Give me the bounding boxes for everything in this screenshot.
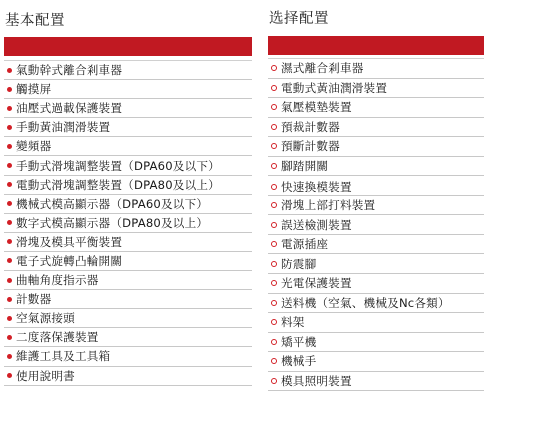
optional-config-header-bar <box>268 36 484 55</box>
basic-config-item <box>4 271 252 290</box>
bullet-dot-icon <box>7 373 12 378</box>
bullet-circle-icon <box>271 378 277 384</box>
bullet-dot-icon <box>7 297 12 302</box>
optional-config-item <box>268 196 484 216</box>
bullet-circle-icon <box>271 300 277 306</box>
basic-config-header-bar <box>4 37 252 56</box>
optional-config-item <box>268 59 484 79</box>
bullet-dot-icon <box>7 163 12 168</box>
optional-config-item-label: 快速換模裝置 <box>281 180 352 195</box>
optional-config-item <box>268 176 484 196</box>
basic-config-item-label: 變頻器 <box>16 139 52 154</box>
basic-config-item-label: 氣動幹式離合剎車器 <box>16 63 123 78</box>
basic-config-item <box>4 61 252 80</box>
optional-config-item <box>268 98 484 118</box>
optional-config-item <box>268 313 484 333</box>
basic-config-item <box>4 195 252 214</box>
basic-config-item-label: 曲軸角度指示器 <box>16 273 99 288</box>
bullet-circle-icon <box>271 65 277 71</box>
basic-config-item-label: 維護工具及工具箱 <box>16 349 111 364</box>
bullet-dot-icon <box>7 354 12 359</box>
bullet-circle-icon <box>271 124 277 130</box>
basic-config-item <box>4 118 252 137</box>
optional-config-item <box>268 352 484 372</box>
basic-config-item <box>4 80 252 99</box>
optional-config-list <box>268 58 484 391</box>
basic-config-item-label: 空氣源接頭 <box>16 311 75 326</box>
basic-config-item-label: 二度落保護裝置 <box>16 330 99 345</box>
basic-config-item-label: 使用說明書 <box>16 368 75 383</box>
optional-config-item-label: 機械手 <box>281 354 317 369</box>
optional-config-item-label: 送料機（空氣、機械及Nc各類） <box>281 295 450 310</box>
optional-config-item <box>268 274 484 294</box>
bullet-dot-icon <box>7 182 12 187</box>
basic-config-item <box>4 99 252 118</box>
optional-config-item <box>268 333 484 353</box>
basic-config-item-label: 觸摸屏 <box>16 82 52 97</box>
optional-config-item-label: 防震腳 <box>281 256 317 271</box>
basic-config-list <box>4 60 252 386</box>
optional-config-item <box>268 215 484 235</box>
bullet-circle-icon <box>271 339 277 345</box>
bullet-circle-icon <box>271 261 277 267</box>
optional-config-item <box>268 235 484 255</box>
optional-config-item-label: 料架 <box>281 315 305 330</box>
optional-config-item-label: 電動式黃油潤滑裝置 <box>281 80 388 95</box>
optional-config-item-label: 腳踏開關 <box>281 159 329 173</box>
basic-config-item-label: 滑塊及模具平衡裝置 <box>16 234 123 249</box>
optional-config-item-label: 預裁計數器 <box>281 119 340 134</box>
optional-config-item <box>268 254 484 274</box>
basic-config-item-label: 電子式旋轉凸輪開關 <box>16 253 123 268</box>
optional-config-item-label: 矯平機 <box>281 334 317 349</box>
basic-config-item <box>4 214 252 233</box>
bullet-dot-icon <box>7 316 12 321</box>
bullet-dot-icon <box>7 258 12 263</box>
optional-config-item-label: 電源插座 <box>281 237 329 252</box>
bullet-dot-icon <box>7 125 12 130</box>
bullet-dot-icon <box>7 144 12 149</box>
bullet-circle-icon <box>271 202 277 208</box>
optional-config-item-label: 氣壓模墊裝置 <box>281 100 352 115</box>
basic-config-title: 基本配置 <box>5 13 65 29</box>
bullet-circle-icon <box>271 222 277 228</box>
basic-config-item-label: 數字式模高顯示器（DPA80及以上） <box>16 215 209 230</box>
basic-config-item <box>4 328 252 347</box>
bullet-dot-icon <box>7 278 12 283</box>
basic-config-item <box>4 176 252 195</box>
bullet-dot-icon <box>7 68 12 73</box>
bullet-circle-icon <box>271 280 277 286</box>
bullet-dot-icon <box>7 239 12 244</box>
optional-config-item-label: 光電保護裝置 <box>281 276 352 291</box>
bullet-circle-icon <box>271 319 277 325</box>
basic-config-item <box>4 233 252 252</box>
basic-config-item <box>4 367 252 386</box>
basic-config-item-label: 手動黃油潤滑裝置 <box>16 120 111 135</box>
bullet-circle-icon <box>271 241 277 247</box>
bullet-dot-icon <box>7 335 12 340</box>
basic-config-item <box>4 137 252 156</box>
bullet-circle-icon <box>271 358 277 364</box>
basic-config-item-label: 計數器 <box>16 292 52 307</box>
optional-config-item <box>268 79 484 99</box>
basic-config-item-label: 電動式滑塊調整裝置（DPA80及以上） <box>16 177 220 192</box>
bullet-circle-icon <box>271 143 277 149</box>
optional-config-item-label: 預斷計數器 <box>281 139 340 154</box>
optional-config-item-label: 誤送檢測裝置 <box>281 217 352 232</box>
optional-config-item <box>268 118 484 138</box>
basic-config-item <box>4 156 252 175</box>
basic-config-item <box>4 347 252 366</box>
optional-config-item-label: 滑塊上部打料裝置 <box>281 198 376 213</box>
basic-config-item <box>4 309 252 328</box>
bullet-dot-icon <box>7 220 12 225</box>
basic-config-item <box>4 252 252 271</box>
bullet-dot-icon <box>7 87 12 92</box>
optional-config-item <box>268 294 484 314</box>
optional-config-title: 选择配置 <box>269 11 329 27</box>
optional-config-item <box>268 157 484 177</box>
basic-config-item-label: 機械式模高顯示器（DPA60及以下） <box>16 196 209 211</box>
optional-config-item <box>268 372 484 392</box>
optional-config-item-label: 濕式離合剎車器 <box>281 61 364 76</box>
optional-config-item-label: 模具照明裝置 <box>281 374 352 389</box>
bullet-dot-icon <box>7 201 12 206</box>
bullet-circle-icon <box>271 163 277 169</box>
basic-config-item-label: 手動式滑塊調整裝置（DPA60及以下） <box>16 158 220 173</box>
optional-config-item <box>268 137 484 157</box>
bullet-circle-icon <box>271 85 277 91</box>
basic-config-item-label: 油壓式過載保護裝置 <box>16 101 123 116</box>
bullet-dot-icon <box>7 106 12 111</box>
bullet-circle-icon <box>271 104 277 110</box>
basic-config-item <box>4 290 252 309</box>
bullet-circle-icon <box>271 184 277 190</box>
